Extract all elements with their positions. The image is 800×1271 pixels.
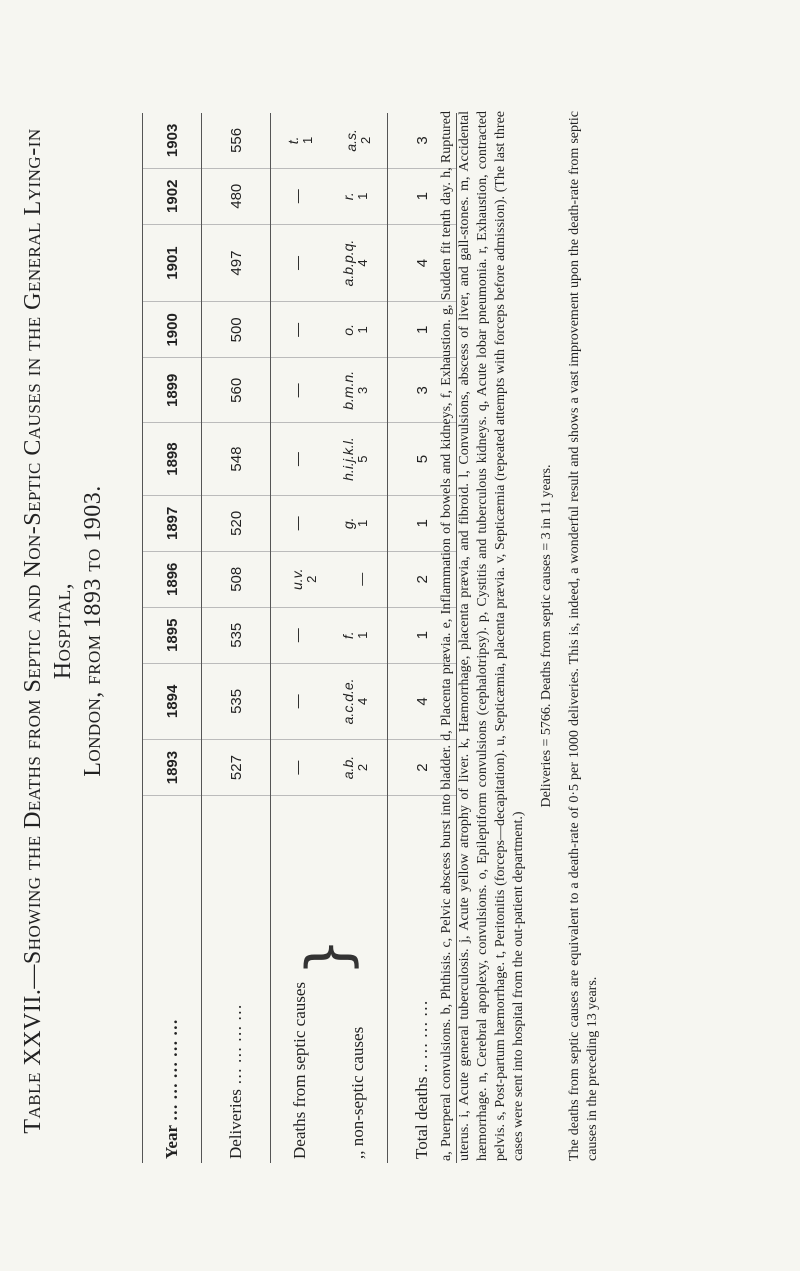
total-cell: 3 — [388, 358, 457, 423]
deliveries-cell: 535 — [202, 607, 271, 663]
septic-value: — — [288, 383, 305, 398]
septic-value: — — [288, 189, 305, 204]
nonseptic-value: a.s. 2 — [343, 129, 373, 152]
notes — [438, 111, 612, 1161]
total-cell: 4 — [388, 663, 457, 739]
year-cell: 1893 — [143, 740, 202, 796]
deliveries-cell: 520 — [202, 495, 271, 551]
title-line-1: Table XXVII.—Showing the Deaths from Septic and Non-Septic Causes in the General Lying-in Hospital, — [20, 128, 76, 1134]
conclusion: The deaths from septic causes are equivalent to a death-rate of 0·5 per 1000 deliveries. This is, indeed, a wonderful result and shows a vast improvement upon the death-rate from septic causes in the preceding 13 years. — [567, 111, 600, 1161]
deaths-table — [142, 113, 457, 1163]
septic-value: u.v. 2 — [289, 568, 319, 591]
septic-value: — — [288, 760, 305, 775]
year-row — [143, 113, 202, 1163]
deliveries-label: Deliveries … … … … — [202, 796, 271, 1163]
year-cell: 1902 — [143, 168, 202, 224]
deliveries-cell: 556 — [202, 113, 271, 168]
deliveries-row — [202, 113, 271, 1163]
deaths-cell — [271, 113, 388, 168]
nonseptic-value: a.b.p.q. 4 — [339, 239, 370, 287]
table-title — [18, 101, 108, 1161]
nonseptic-value: g. 1 — [339, 517, 370, 530]
total-cell: 2 — [388, 740, 457, 796]
year-cell: 1894 — [143, 663, 202, 739]
deliveries-cell: 535 — [202, 663, 271, 739]
septic-value: — — [288, 628, 305, 643]
nonseptic-value: o. 1 — [339, 324, 370, 336]
total-cell: 5 — [388, 423, 457, 496]
total-cell: 1 — [388, 495, 457, 551]
deliveries-cell: 508 — [202, 551, 271, 607]
title-line-2: London, from 1893 to 1903. — [80, 485, 106, 777]
septic-value: — — [288, 694, 305, 709]
total-cell: 1 — [388, 168, 457, 224]
deliveries-cell: 527 — [202, 740, 271, 796]
deaths-cell — [271, 224, 388, 302]
deaths-cell — [271, 607, 388, 663]
deaths-row — [271, 113, 388, 1163]
septic-label: Deaths from septic causes — [290, 981, 309, 1159]
septic-value: — — [288, 452, 305, 467]
year-cell: 1897 — [143, 495, 202, 551]
deaths-cell — [271, 423, 388, 496]
total-cell: 3 — [388, 113, 457, 168]
total-cell: 1 — [388, 302, 457, 358]
brace-icon: } — [294, 937, 364, 976]
nonseptic-value: a.b. 2 — [339, 755, 370, 780]
year-cell: 1896 — [143, 551, 202, 607]
nonseptic-value: a.c.d.e. 4 — [339, 678, 370, 725]
deaths-cell — [271, 663, 388, 739]
deaths-label — [271, 796, 388, 1163]
nonseptic-value: b.m.n. 3 — [339, 370, 370, 410]
deaths-cell — [271, 302, 388, 358]
nonseptic-label: ,, non-septic causes — [348, 1026, 367, 1159]
deaths-cell — [271, 551, 388, 607]
nonseptic-value: r. 1 — [339, 192, 370, 201]
total-cell: 2 — [388, 551, 457, 607]
year-cell: 1903 — [143, 113, 202, 168]
deaths-cell — [271, 358, 388, 423]
deaths-cell — [271, 168, 388, 224]
year-cell: 1898 — [143, 423, 202, 496]
nonseptic-value: h.i.j.k.l. 5 — [339, 437, 370, 481]
year-cell: 1899 — [143, 358, 202, 423]
deliveries-cell: 548 — [202, 423, 271, 496]
total-cell: 4 — [388, 224, 457, 302]
deliveries-cell: 500 — [202, 302, 271, 358]
deliveries-cell: 560 — [202, 358, 271, 423]
footnote: a, Puerperal convulsions. b, Phthisis. c, Pelvic abscess burst into bladder. d, Placenta prævia. e, Inflammation of bowels and kidneys, f, Exhaustion. g, Sudden fit tenth day. h, Ruptured uterus. i, Acute general tuberculosis. j, Acute yellow atrophy of liver. k, Hæmorrhage, placenta prævia, and fibroid. l, Convulsions, abscess of liver, and gall-stones. m, Accidental hæmorrhage. n, Cerebral apoplexy, convulsions. o, Epileptiform convulsions (cephalotripsy). p, Cystitis and tuberculous kidneys. q, Acute lobar pneumonia. r, Exhaustion, contracted pelvis. s, Post-partum hæmorrhage. t, Peritonitis (forceps—decapitation). u, Septicæmia, placenta prævia. v, Septicæmia (repeated attempts with forceps before admission). (The last three cases were sent into hospital from the out-patient department.) — [439, 111, 526, 1161]
nonseptic-value: — — [354, 572, 369, 586]
deliveries-cell: 497 — [202, 224, 271, 302]
septic-value: — — [288, 516, 305, 531]
total-cell: 1 — [388, 607, 457, 663]
septic-value: — — [288, 322, 305, 337]
summary-line: Deliveries = 5766. Deaths from septic causes = 3 in 11 years. — [539, 464, 554, 808]
nonseptic-value: f. 1 — [339, 631, 370, 640]
year-cell: 1900 — [143, 302, 202, 358]
septic-value: t. 1 — [285, 136, 315, 145]
total-label: Total deaths .. … … … — [388, 796, 457, 1163]
year-cell: 1895 — [143, 607, 202, 663]
year-cell: 1901 — [143, 224, 202, 302]
year-label: Year … … … … … — [143, 796, 202, 1163]
deaths-cell — [271, 495, 388, 551]
deaths-cell — [271, 740, 388, 796]
septic-value: — — [288, 256, 305, 271]
deliveries-cell: 480 — [202, 168, 271, 224]
